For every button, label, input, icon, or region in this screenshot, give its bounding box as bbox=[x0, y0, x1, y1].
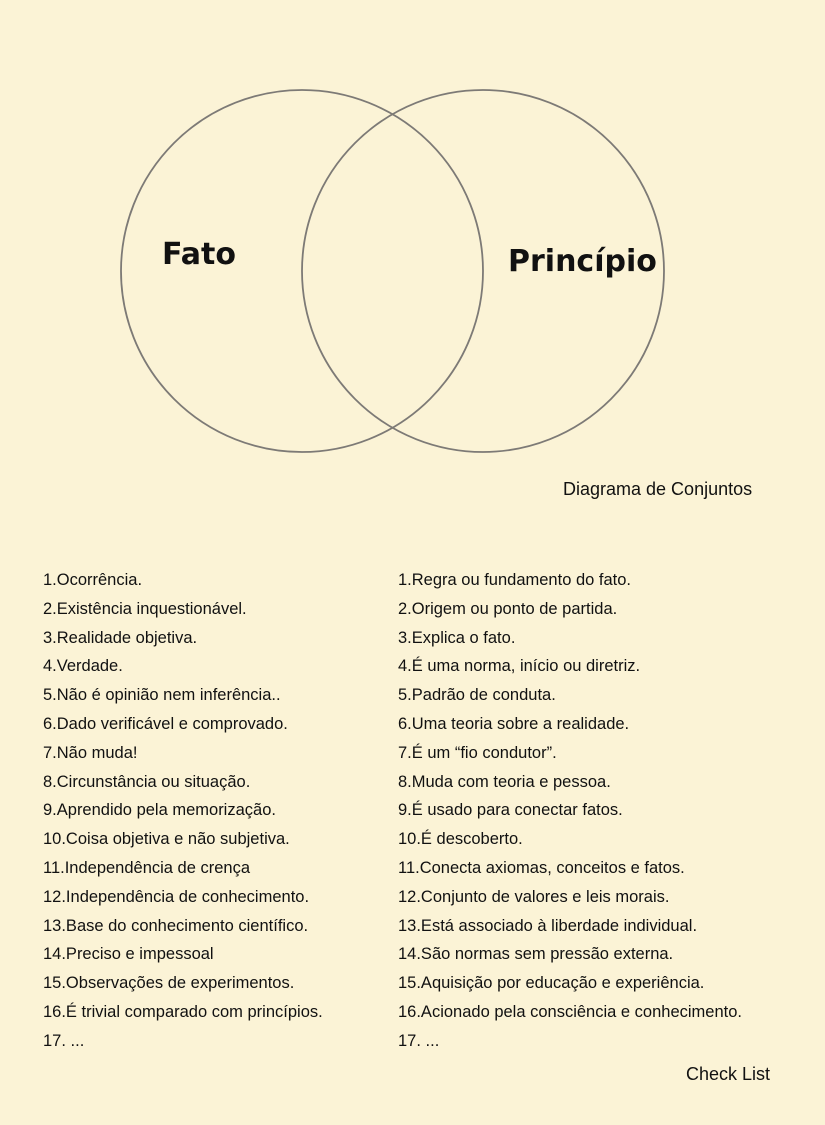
list-item-fato: 14.Preciso e impessoal bbox=[43, 945, 214, 964]
checklist-caption: Check List bbox=[686, 1064, 771, 1084]
list-item-principio: 2.Origem ou ponto de partida. bbox=[398, 599, 618, 618]
list-item-principio: 12.Conjunto de valores e leis morais. bbox=[398, 887, 670, 906]
list-item-principio: 15.Aquisição por educação e experiência. bbox=[398, 974, 705, 993]
list-item-fato: 12.Independência de conhecimento. bbox=[43, 887, 310, 906]
list-item-fato: 9.Aprendido pela memorização. bbox=[43, 801, 276, 820]
list-principio bbox=[398, 566, 742, 1056]
list-item-fato: 10.Coisa objetiva e não subjetiva. bbox=[43, 830, 290, 849]
set-label-fato: Fato bbox=[162, 237, 236, 272]
list-item-fato: 5.Não é opinião nem inferência.. bbox=[43, 686, 281, 705]
list-item-principio: 10.É descoberto. bbox=[398, 830, 523, 849]
venn-diagram bbox=[0, 0, 825, 520]
list-item-principio: 13.Está associado à liberdade individual. bbox=[398, 916, 698, 935]
list-item-principio: 14.São normas sem pressão externa. bbox=[398, 945, 674, 964]
list-item-fato: 6.Dado verificável e comprovado. bbox=[43, 714, 288, 733]
list-item-principio: 8.Muda com teoria e pessoa. bbox=[398, 772, 611, 791]
list-item-fato: 3.Realidade objetiva. bbox=[43, 628, 198, 647]
list-item-fato: 15.Observações de experimentos. bbox=[43, 974, 295, 993]
list-item-principio: 6.Uma teoria sobre a realidade. bbox=[398, 714, 630, 733]
list-item-fato: 4.Verdade. bbox=[43, 657, 123, 676]
list-item-principio: 16.Acionado pela consciência e conhecimento. bbox=[398, 1002, 742, 1021]
set-label-principio: Princípio bbox=[508, 244, 657, 279]
list-item-principio: 17. ... bbox=[398, 1031, 440, 1050]
list-item-fato: 7.Não muda! bbox=[43, 743, 138, 762]
list-item-fato: 13.Base do conhecimento científico. bbox=[43, 916, 309, 935]
list-item-principio: 9.É usado para conectar fatos. bbox=[398, 801, 623, 820]
list-item-fato: 2.Existência inquestionável. bbox=[43, 599, 247, 618]
list-item-principio: 4.É uma norma, início ou diretriz. bbox=[398, 657, 641, 676]
list-item-fato: 8.Circunstância ou situação. bbox=[43, 772, 251, 791]
list-item-fato: 16.É trivial comparado com princípios. bbox=[43, 1002, 323, 1021]
list-item-principio: 11.Conecta axiomas, conceitos e fatos. bbox=[398, 858, 685, 877]
list-item-principio: 1.Regra ou fundamento do fato. bbox=[398, 571, 631, 589]
list-item-fato: 1.Ocorrência. bbox=[43, 571, 143, 589]
list-fato bbox=[43, 566, 323, 1056]
list-item-principio: 5.Padrão de conduta. bbox=[398, 686, 556, 705]
list-item-fato: 11.Independência de crença bbox=[43, 858, 251, 877]
diagram-caption: Diagrama de Conjuntos bbox=[563, 479, 753, 499]
list-item-fato: 17. ... bbox=[43, 1031, 85, 1050]
list-item-principio: 3.Explica o fato. bbox=[398, 628, 516, 647]
list-item-principio: 7.É um “fio condutor”. bbox=[398, 743, 557, 762]
